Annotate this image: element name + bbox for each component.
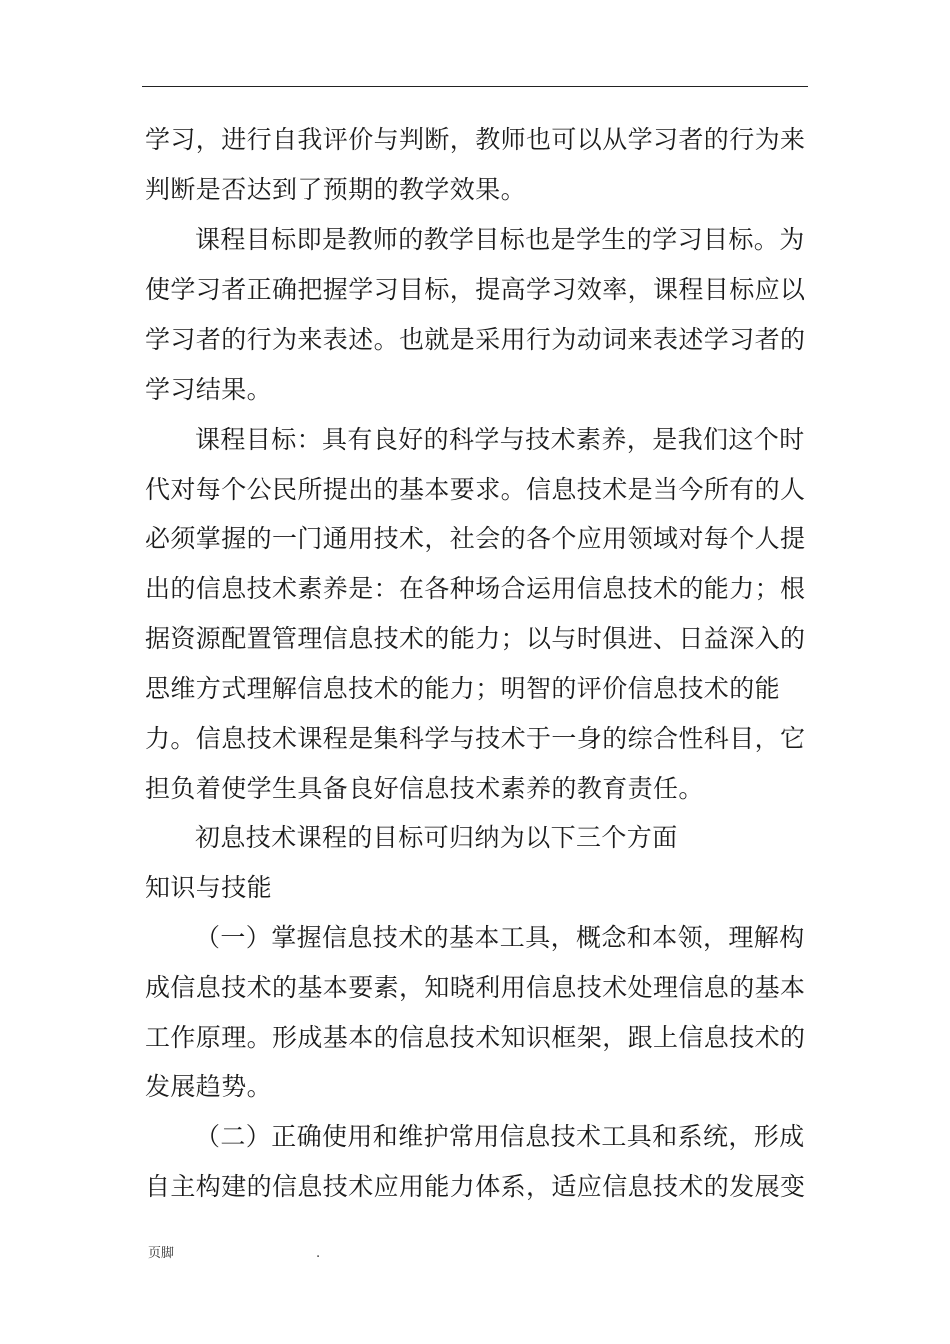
footer-label: 页脚 xyxy=(148,1246,175,1261)
text-line: 力。信息技术课程是集科学与技术于一身的综合性科目，它 xyxy=(145,724,806,753)
text-line: （一）掌握信息技术的基本工具，概念和本领，理解构 xyxy=(195,923,805,952)
text-line: 自主构建的信息技术应用能力体系，适应信息技术的发展变 xyxy=(145,1172,806,1201)
text-line: 初息技术课程的目标可归纳为以下三个方面 xyxy=(195,823,678,852)
text-line: 工作原理。形成基本的信息技术知识框架，跟上信息技术的 xyxy=(145,1023,806,1052)
text-line: 课程目标：具有良好的科学与技术素养，是我们这个时 xyxy=(195,425,805,454)
header-rule xyxy=(142,86,808,87)
text-line: 成信息技术的基本要素，知晓利用信息技术处理信息的基本 xyxy=(145,973,806,1002)
text-line: 必须掌握的一门通用技术，社会的各个应用领域对每个人提 xyxy=(145,524,806,553)
text-line: 使学习者正确把握学习目标，提高学习效率，课程目标应以 xyxy=(145,275,806,304)
text-line: 据资源配置管理信息技术的能力；以与时俱进、日益深入的 xyxy=(145,624,806,653)
text-line: 学习者的行为来表述。也就是采用行为动词来表述学习者的 xyxy=(145,325,806,354)
text-line: 判断是否达到了预期的教学效果。 xyxy=(145,175,527,204)
section-heading: 知识与技能 xyxy=(145,873,273,902)
text-line: 课程目标即是教师的教学目标也是学生的学习目标。为 xyxy=(195,225,805,254)
text-line: 代对每个公民所提出的基本要求。信息技术是当今所有的人 xyxy=(145,475,806,504)
text-line: （二）正确使用和维护常用信息技术工具和系统，形成 xyxy=(195,1122,805,1151)
text-line: 思维方式理解信息技术的能力；明智的评价信息技术的能 xyxy=(145,674,781,703)
text-line: 学习结果。 xyxy=(145,375,273,404)
text-line: 学习，进行自我评价与判断，教师也可以从学习者的行为来 xyxy=(145,125,806,154)
footer-mark: . xyxy=(316,1246,321,1261)
text-line: 担负着使学生具备良好信息技术素养的教育责任。 xyxy=(145,774,704,803)
text-line: 出的信息技术素养是：在各种场合运用信息技术的能力；根 xyxy=(145,574,806,603)
text-line: 发展趋势。 xyxy=(145,1072,273,1101)
